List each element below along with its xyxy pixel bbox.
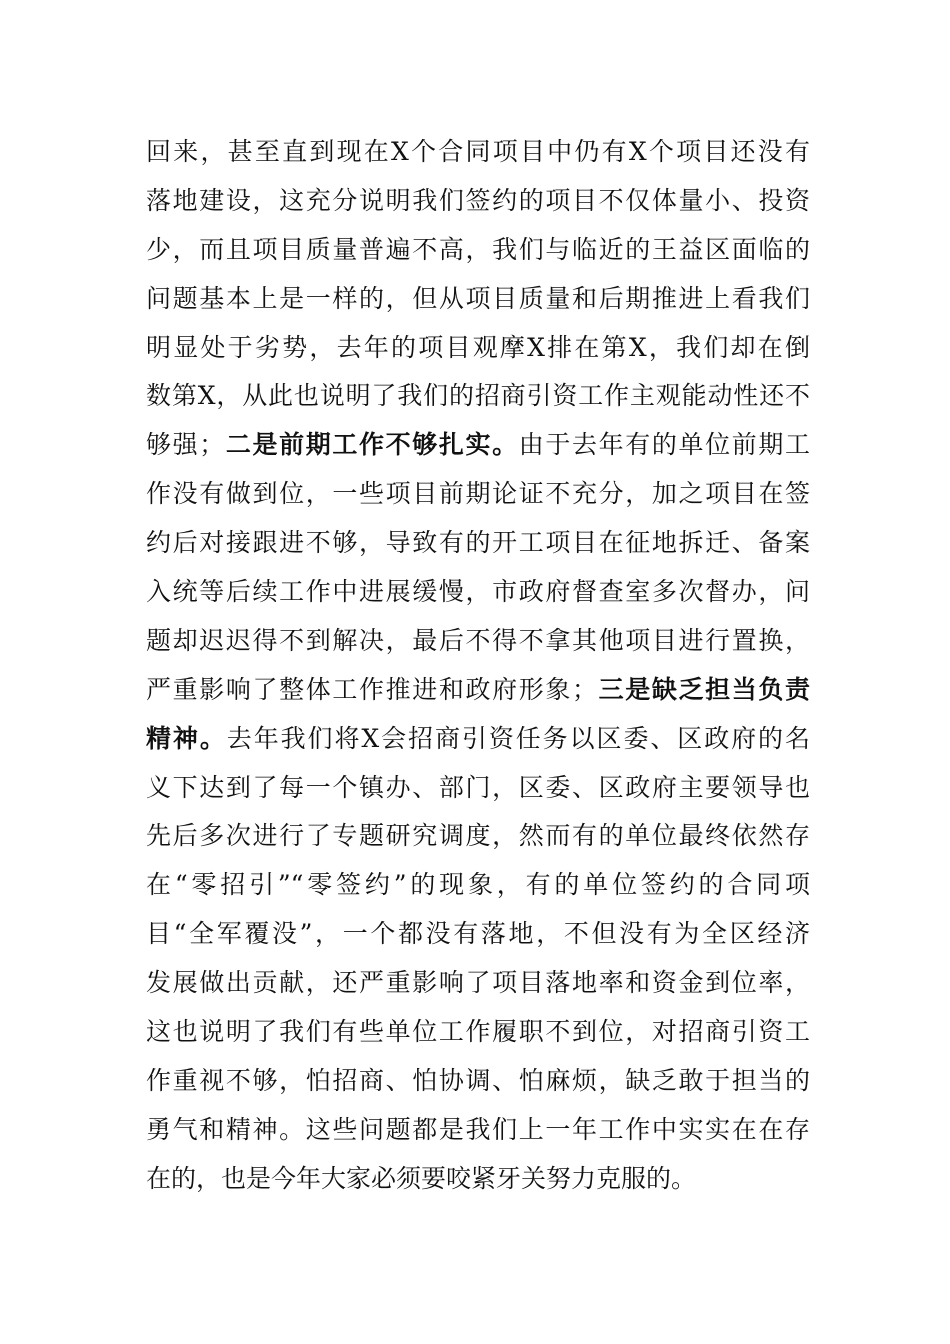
text-line: 作没有做到位，一些项目前期论证不充分，加之项目在签 bbox=[146, 479, 810, 509]
bold-heading-two: 二是前期工作不够扎实。 bbox=[224, 430, 519, 460]
text-line: 义下达到了每一个镇办、部门，区委、区政府主要领导也 bbox=[146, 772, 810, 802]
bold-heading-three-end: 精神。 bbox=[146, 723, 227, 753]
text-line: 先后多次进行了专题研究调度，然而有的单位最终依然存 bbox=[146, 821, 810, 851]
text-line: 精神。去年我们将X会招商引资任务以区委、区政府的名 bbox=[146, 723, 810, 753]
text-line-last: 在的，也是今年大家必须要咬紧牙关努力克服的。 bbox=[146, 1163, 697, 1193]
text-line: 目“全军覆没”，一个都没有落地，不但没有为全区经济 bbox=[146, 919, 810, 949]
text-line: 够强；二是前期工作不够扎实。由于去年有的单位前期工 bbox=[146, 430, 811, 460]
text-line: 数第X，从此也说明了我们的招商引资工作主观能动性还不 bbox=[146, 381, 810, 411]
text-line: 勇气和精神。这些问题都是我们上一年工作中实实在在存 bbox=[146, 1114, 810, 1144]
text-line: 少，而且项目质量普遍不高，我们与临近的王益区面临的 bbox=[146, 234, 810, 264]
text-line: 入统等后续工作中进展缓慢，市政府督查室多次督办，问 bbox=[146, 577, 810, 607]
text-line: 严重影响了整体工作推进和政府形象；三是缺乏担当负责 bbox=[146, 674, 810, 704]
text-line: 这也说明了我们有些单位工作履职不到位，对招商引资工 bbox=[146, 1017, 810, 1047]
text-line: 明显处于劣势，去年的项目观摩X排在第X，我们却在倒 bbox=[146, 332, 810, 362]
text-line: 在“零招引”“零签约”的现象，有的单位签约的合同项 bbox=[146, 870, 810, 900]
text-line: 约后对接跟进不够，导致有的开工项目在征地拆迁、备案 bbox=[146, 528, 810, 558]
bold-heading-three: 三是缺乏担当负责 bbox=[597, 674, 810, 704]
text-line: 回来，甚至直到现在X个合同项目中仍有X个项目还没有 bbox=[146, 137, 810, 166]
text-line: 问题基本上是一样的，但从项目质量和后期推进上看我们 bbox=[146, 283, 810, 313]
text-line: 作重视不够，怕招商、怕协调、怕麻烦，缺乏敢于担当的 bbox=[146, 1065, 810, 1095]
text-line: 发展做出贡献，还严重影响了项目落地率和资金到位率， bbox=[146, 968, 810, 998]
text-line: 题却迟迟得不到解决，最后不得不拿其他项目进行置换， bbox=[146, 625, 810, 655]
body-text bbox=[146, 128, 810, 1204]
text-line: 落地建设，这充分说明我们签约的项目不仅体量小、投资 bbox=[146, 185, 810, 215]
